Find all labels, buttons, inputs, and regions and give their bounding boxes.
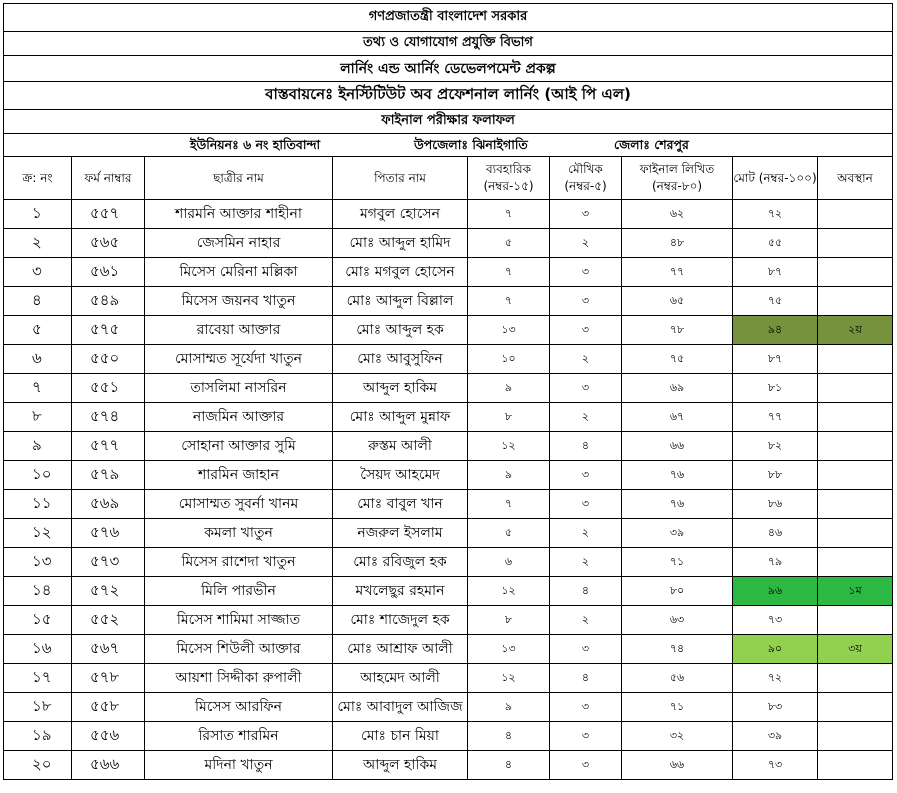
student-name-cell: মিসেস মেরিনা মল্লিকা <box>145 258 333 287</box>
practical-marks-cell: ৭ <box>468 287 550 316</box>
practical-marks-cell: ৭ <box>468 200 550 229</box>
oral-marks-cell: ৩ <box>550 258 622 287</box>
form-number-cell: ৫৬৯ <box>72 490 145 519</box>
practical-marks-cell: ৪ <box>468 751 550 780</box>
practical-marks-cell: ১৩ <box>468 635 550 664</box>
table-row <box>4 316 893 345</box>
position-cell: ২য় <box>818 316 893 345</box>
project-title: লার্নিং এন্ড আর্নিং ডেভেলপমেন্ট প্রকল্প <box>4 56 893 82</box>
oral-marks-cell: ২ <box>550 345 622 374</box>
written-marks-cell: ৩২ <box>622 722 733 751</box>
form-number-cell: ৫৭২ <box>72 577 145 606</box>
position-cell <box>818 258 893 287</box>
form-number-cell: ৫৫১ <box>72 374 145 403</box>
written-marks-cell: ৭৮ <box>622 316 733 345</box>
position-cell <box>818 345 893 374</box>
written-marks-cell: ৭৭ <box>622 258 733 287</box>
practical-marks-cell: ৯ <box>468 461 550 490</box>
father-name-cell: রুস্তম আলী <box>333 432 468 461</box>
serial-cell: ৬ <box>4 345 72 374</box>
govt-title: গণপ্রজাতন্ত্রী বাংলাদেশ সরকার <box>4 4 893 32</box>
total-marks-cell: ৭২ <box>733 664 818 693</box>
total-marks-cell: ৯৬ <box>733 577 818 606</box>
oral-marks-cell: ২ <box>550 519 622 548</box>
practical-marks-cell: ৫ <box>468 519 550 548</box>
student-name-cell: রাবেয়া আক্তার <box>145 316 333 345</box>
practical-marks-cell: ৮ <box>468 403 550 432</box>
form-number-cell: ৫৭৯ <box>72 461 145 490</box>
form-number-cell: ৫৭৭ <box>72 432 145 461</box>
position-cell <box>818 200 893 229</box>
col-serial: ক্র: নং <box>4 157 72 200</box>
total-marks-cell: ৯৪ <box>733 316 818 345</box>
form-number-cell: ৫৭৫ <box>72 316 145 345</box>
student-name-cell: মিসেস রাশেদা খাতুন <box>145 548 333 577</box>
serial-cell: ১৫ <box>4 606 72 635</box>
student-name-cell: সোহানা আক্তার সুমি <box>145 432 333 461</box>
student-name-cell: নাজমিন আক্তার <box>145 403 333 432</box>
practical-marks-cell: ১০ <box>468 345 550 374</box>
table-row <box>4 519 893 548</box>
total-marks-cell: ৮৮ <box>733 461 818 490</box>
written-marks-cell: ৬৯ <box>622 374 733 403</box>
form-number-cell: ৫৫৭ <box>72 200 145 229</box>
serial-cell: ৮ <box>4 403 72 432</box>
total-marks-cell: ৯০ <box>733 635 818 664</box>
oral-marks-cell: ৩ <box>550 490 622 519</box>
father-name-cell: আব্দুল হাকিম <box>333 751 468 780</box>
written-marks-cell: ৬৫ <box>622 287 733 316</box>
col-student-name: ছাত্রীর নাম <box>145 157 333 200</box>
oral-marks-cell: ৪ <box>550 577 622 606</box>
union-label: ইউনিয়নঃ ৬ নং হাতিবান্দা <box>190 137 321 152</box>
table-row <box>4 345 893 374</box>
father-name-cell: সৈয়দ আহমেদ <box>333 461 468 490</box>
student-name-cell: কমলা খাতুন <box>145 519 333 548</box>
serial-cell: ২ <box>4 229 72 258</box>
table-row <box>4 693 893 722</box>
practical-marks-cell: ৪ <box>468 722 550 751</box>
father-name-cell: মগবুল হোসেন <box>333 200 468 229</box>
practical-marks-cell: ৯ <box>468 374 550 403</box>
position-cell <box>818 606 893 635</box>
total-marks-cell: ৮৭ <box>733 258 818 287</box>
table-row <box>4 722 893 751</box>
father-name-cell: মোঃ মগবুল হোসেন <box>333 258 468 287</box>
form-number-cell: ৫৭৩ <box>72 548 145 577</box>
oral-marks-cell: ৩ <box>550 374 622 403</box>
form-number-cell: ৫৬৬ <box>72 751 145 780</box>
oral-marks-cell: ২ <box>550 229 622 258</box>
serial-cell: ৯ <box>4 432 72 461</box>
total-marks-cell: ৮১ <box>733 374 818 403</box>
father-name-cell: মোঃ আব্দুল মুন্নাফ <box>333 403 468 432</box>
table-row <box>4 287 893 316</box>
total-marks-cell: ৭২ <box>733 200 818 229</box>
upazila-label: উপজেলাঃ ঝিনাইগাতি <box>414 137 528 152</box>
written-marks-cell: ৬২ <box>622 200 733 229</box>
col-total: মোট (নম্বর-১০০) <box>733 157 818 200</box>
total-marks-cell: ৭৭ <box>733 403 818 432</box>
father-name-cell: মোঃ আবুসুফিন <box>333 345 468 374</box>
written-marks-cell: ৬৬ <box>622 751 733 780</box>
total-marks-cell: ৭৯ <box>733 548 818 577</box>
column-header-row <box>4 157 893 200</box>
oral-marks-cell: ৩ <box>550 635 622 664</box>
oral-marks-cell: ৩ <box>550 722 622 751</box>
division-title: তথ্য ও যোগাযোগ প্রযুক্তি বিভাগ <box>4 32 893 56</box>
serial-cell: ১৬ <box>4 635 72 664</box>
practical-marks-cell: ১৩ <box>468 316 550 345</box>
father-name-cell: মোঃ চান মিয়া <box>333 722 468 751</box>
serial-cell: ১৮ <box>4 693 72 722</box>
col-practical: ব্যবহারিক (নম্বর-১৫) <box>468 157 550 200</box>
student-name-cell: রিসাত শারমিন <box>145 722 333 751</box>
serial-cell: ৪ <box>4 287 72 316</box>
total-marks-cell: ৮৬ <box>733 490 818 519</box>
total-marks-cell: ৩৯ <box>733 722 818 751</box>
father-name-cell: মোঃ আব্দুল বিল্লাল <box>333 287 468 316</box>
results-body <box>4 200 893 780</box>
serial-cell: ১৩ <box>4 548 72 577</box>
practical-marks-cell: ৭ <box>468 258 550 287</box>
position-cell: ১ম <box>818 577 893 606</box>
father-name-cell: নজরুল ইসলাম <box>333 519 468 548</box>
form-number-cell: ৫৫৬ <box>72 722 145 751</box>
serial-cell: ৫ <box>4 316 72 345</box>
practical-marks-cell: ৮ <box>468 606 550 635</box>
result-sheet <box>3 3 892 780</box>
practical-marks-cell: ১২ <box>468 432 550 461</box>
father-name-cell: মোঃ আব্দুল হক <box>333 316 468 345</box>
position-cell <box>818 461 893 490</box>
serial-cell: ৭ <box>4 374 72 403</box>
district-label: জেলাঃ শেরপুর <box>614 137 689 152</box>
results-table <box>3 156 893 780</box>
student-name-cell: মিসেস শিউলী আক্তার <box>145 635 333 664</box>
serial-cell: ১১ <box>4 490 72 519</box>
written-marks-cell: ৭১ <box>622 548 733 577</box>
oral-marks-cell: ৩ <box>550 200 622 229</box>
practical-marks-cell: ৬ <box>468 548 550 577</box>
table-row <box>4 461 893 490</box>
written-marks-cell: ৮০ <box>622 577 733 606</box>
header-table <box>3 3 893 157</box>
serial-cell: ১৪ <box>4 577 72 606</box>
col-form-number: ফর্ম নাম্বার <box>72 157 145 200</box>
written-marks-cell: ৩৯ <box>622 519 733 548</box>
oral-marks-cell: ২ <box>550 548 622 577</box>
father-name-cell: আহমেদ আলী <box>333 664 468 693</box>
position-cell <box>818 432 893 461</box>
serial-cell: ১০ <box>4 461 72 490</box>
table-row <box>4 635 893 664</box>
student-name-cell: জেসমিন নাহার <box>145 229 333 258</box>
form-number-cell: ৫৬৭ <box>72 635 145 664</box>
serial-cell: ৩ <box>4 258 72 287</box>
position-cell <box>818 403 893 432</box>
total-marks-cell: ৮৭ <box>733 345 818 374</box>
implementer-title: বাস্তবায়নেঃ ইনস্টিটিউট অব প্রফেশনাল লার্নিং (আই পি এল) <box>4 82 893 110</box>
form-number-cell: ৫৬৫ <box>72 229 145 258</box>
serial-cell: ১৭ <box>4 664 72 693</box>
written-marks-cell: ৫৬ <box>622 664 733 693</box>
written-marks-cell: ৭১ <box>622 693 733 722</box>
table-row <box>4 200 893 229</box>
form-number-cell: ৫৫৮ <box>72 693 145 722</box>
form-number-cell: ৫৭৪ <box>72 403 145 432</box>
oral-marks-cell: ৪ <box>550 664 622 693</box>
father-name-cell: মোঃ রবিজুল হক <box>333 548 468 577</box>
position-cell <box>818 751 893 780</box>
written-marks-cell: ৪৮ <box>622 229 733 258</box>
position-cell <box>818 490 893 519</box>
form-number-cell: ৫৭৬ <box>72 519 145 548</box>
table-row <box>4 490 893 519</box>
serial-cell: ২০ <box>4 751 72 780</box>
exam-result-title: ফাইনাল পরীক্ষার ফলাফল <box>4 110 893 134</box>
col-position: অবস্থান <box>818 157 893 200</box>
written-marks-cell: ৬৩ <box>622 606 733 635</box>
serial-cell: ১৯ <box>4 722 72 751</box>
table-row <box>4 751 893 780</box>
form-number-cell: ৫৭৮ <box>72 664 145 693</box>
table-row <box>4 432 893 461</box>
total-marks-cell: ৭৫ <box>733 287 818 316</box>
location-row <box>4 134 893 157</box>
col-father-name: পিতার নাম <box>333 157 468 200</box>
col-written: ফাইনাল লিখিত (নম্বর-৮০) <box>622 157 733 200</box>
oral-marks-cell: ৩ <box>550 287 622 316</box>
written-marks-cell: ৭৫ <box>622 345 733 374</box>
position-cell <box>818 664 893 693</box>
oral-marks-cell: ৩ <box>550 751 622 780</box>
table-row <box>4 606 893 635</box>
father-name-cell: আব্দুল হাকিম <box>333 374 468 403</box>
position-cell <box>818 287 893 316</box>
table-row <box>4 258 893 287</box>
practical-marks-cell: ১২ <box>468 664 550 693</box>
student-name-cell: আয়শা সিদ্দীকা রুপালী <box>145 664 333 693</box>
student-name-cell: মিসেস শামিমা সাজ্জাত <box>145 606 333 635</box>
oral-marks-cell: ২ <box>550 403 622 432</box>
practical-marks-cell: ১২ <box>468 577 550 606</box>
student-name-cell: মোসাম্মত সুবর্না খানম <box>145 490 333 519</box>
student-name-cell: মিলি পারভীন <box>145 577 333 606</box>
position-cell <box>818 548 893 577</box>
practical-marks-cell: ৫ <box>468 229 550 258</box>
form-number-cell: ৫৫২ <box>72 606 145 635</box>
position-cell <box>818 722 893 751</box>
position-cell <box>818 693 893 722</box>
total-marks-cell: ৭৩ <box>733 606 818 635</box>
total-marks-cell: ৮২ <box>733 432 818 461</box>
father-name-cell: মোঃ বাবুল খান <box>333 490 468 519</box>
position-cell <box>818 374 893 403</box>
student-name-cell: শারমনি আক্তার শাহীনা <box>145 200 333 229</box>
table-row <box>4 403 893 432</box>
table-row <box>4 548 893 577</box>
oral-marks-cell: ৩ <box>550 461 622 490</box>
father-name-cell: মোঃ আবাদুল আজিজ <box>333 693 468 722</box>
father-name-cell: মখলেছুর রহমান <box>333 577 468 606</box>
written-marks-cell: ৭৬ <box>622 490 733 519</box>
written-marks-cell: ৭৬ <box>622 461 733 490</box>
practical-marks-cell: ৭ <box>468 490 550 519</box>
form-number-cell: ৫৫০ <box>72 345 145 374</box>
student-name-cell: মোসাম্মত সূর্যেদা খাতুন <box>145 345 333 374</box>
father-name-cell: মোঃ শাজেদুল হক <box>333 606 468 635</box>
form-number-cell: ৫৬১ <box>72 258 145 287</box>
oral-marks-cell: ৪ <box>550 432 622 461</box>
father-name-cell: মোঃ আশ্রাফ আলী <box>333 635 468 664</box>
serial-cell: ১২ <box>4 519 72 548</box>
table-row <box>4 577 893 606</box>
oral-marks-cell: ৩ <box>550 316 622 345</box>
position-cell <box>818 229 893 258</box>
total-marks-cell: ৪৬ <box>733 519 818 548</box>
total-marks-cell: ৭৩ <box>733 751 818 780</box>
student-name-cell: মিসেস জয়নব খাতুন <box>145 287 333 316</box>
student-name-cell: শারমিন জাহান <box>145 461 333 490</box>
col-oral: মৌখিক (নম্বর-৫) <box>550 157 622 200</box>
oral-marks-cell: ৩ <box>550 693 622 722</box>
form-number-cell: ৫৪৯ <box>72 287 145 316</box>
oral-marks-cell: ২ <box>550 606 622 635</box>
written-marks-cell: ৭৪ <box>622 635 733 664</box>
written-marks-cell: ৬৬ <box>622 432 733 461</box>
table-row <box>4 664 893 693</box>
table-row <box>4 229 893 258</box>
written-marks-cell: ৬৭ <box>622 403 733 432</box>
table-row <box>4 374 893 403</box>
serial-cell: ১ <box>4 200 72 229</box>
student-name-cell: তাসলিমা নাসরিন <box>145 374 333 403</box>
position-cell <box>818 519 893 548</box>
total-marks-cell: ৫৫ <box>733 229 818 258</box>
father-name-cell: মোঃ আব্দুল হামিদ <box>333 229 468 258</box>
position-cell: ৩য় <box>818 635 893 664</box>
practical-marks-cell: ৯ <box>468 693 550 722</box>
student-name-cell: মদিনা খাতুন <box>145 751 333 780</box>
total-marks-cell: ৮৩ <box>733 693 818 722</box>
student-name-cell: মিসেস আরফিন <box>145 693 333 722</box>
